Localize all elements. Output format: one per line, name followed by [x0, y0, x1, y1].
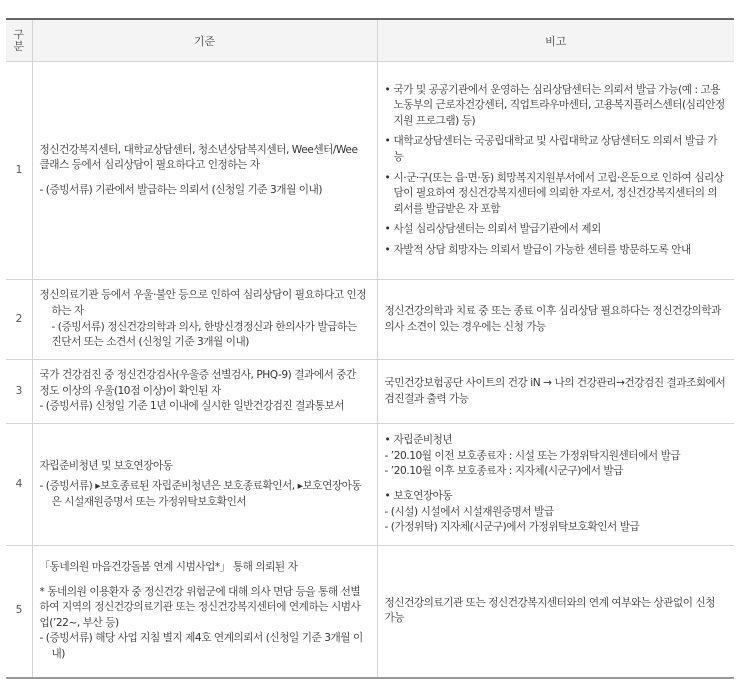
- row-number: 1: [6, 62, 32, 280]
- remarks-item: • 사설 심리상담센터는 의뢰서 발급기관에서 제외: [385, 222, 727, 238]
- evidence-text: - (증빙서류) 기관에서 발급하는 의뢰서 (신청일 기준 3개월 이내): [39, 183, 323, 196]
- remarks-text: 정신건강의학과 치료 중 또는 종료 이후 심리상담 필요하다는 정신건강의학과 의사 소견이 있는 경우에는 신청 가능: [384, 304, 721, 333]
- remarks-group-item: - ’20.10월 이전 보호종료자 : 시설 또는 가정위탁지원센터에서 발급: [384, 449, 681, 462]
- table-row: [6, 280, 734, 360]
- evidence-text: - (증빙서류) 해당 사업 지침 별지 제4호 연계의뢰서 (신청일 기준 3개월 이내): [39, 632, 363, 660]
- criteria-text: 국가 건강검진 중 정신건강검사(우울증 선별검사, PHQ-9) 결과에서 중간 정도 이상의 우울(10점 이상)이 확인된 자: [39, 369, 356, 397]
- criteria-text: 정신건강복지센터, 대학교상담센터, 청소년상담복지센터, Wee센터/Wee 클래스 등에서 심리상담이 필요하다고 인정하는 자: [39, 143, 358, 172]
- remarks-item: • 자발적 상담 희망자는 의뢰서 발급이 가능한 센터를 방문하도록 안내: [385, 243, 727, 259]
- criteria-text: 정신의료기관 등에서 우울·불안 등으로 인하여 심리상담이 필요하다고 인정하는 자: [39, 289, 367, 317]
- remarks-cell: [377, 280, 734, 360]
- remarks-cell: [377, 424, 734, 546]
- criteria-table-container: [6, 18, 734, 679]
- remarks-item: • 국가 및 공공기관에서 운영하는 심리상담센터는 의뢰서 발급 가능(예 : 고용노동부의 근로자건강센터, 직업트라우마센터, 고용복지플러스센터(심리안정지원 프로그램) 등): [385, 83, 727, 130]
- row-number: 2: [6, 280, 32, 360]
- remarks-cell: [377, 546, 734, 678]
- table-row: [6, 424, 734, 546]
- criteria-cell: [32, 62, 377, 280]
- criteria-cell: [32, 280, 377, 360]
- remarks-text: 정신건강의료기관 또는 정신건강복지센터와의 연계 여부와는 상관없이 신청 가능: [384, 596, 716, 625]
- criteria-table: [6, 18, 734, 679]
- remarks-group-title: • 보호연장아동: [385, 489, 727, 505]
- table-row: [6, 62, 734, 280]
- table-row: [6, 360, 734, 424]
- criteria-note: * 동네의원 이용환자 중 정신건강 위험군에 대해 의사 면담 등을 통해 선별하여 지역의 정신건강의료기관 또는 정신건강복지센터에 연계하는 시범사업(’22~, 부산 등): [39, 585, 361, 629]
- table-header-row: [6, 19, 734, 62]
- remarks-group-title: • 자립준비청년: [385, 433, 727, 449]
- table-row: [6, 546, 734, 678]
- criteria-text: 「동네의원 마음건강돌봄 연계 시범사업*」 통해 의뢰된 자: [39, 560, 298, 573]
- remarks-group-item: - ’20.10월 이후 보호종료자 : 지자체(시군구)에서 발급: [384, 465, 623, 478]
- remarks-group-item: - (가정위탁) 지자체(시군구)에서 가정위탁보호확인서 발급: [384, 521, 640, 534]
- row-number: 4: [6, 424, 32, 546]
- evidence-text: - (증빙서류) ▸보호종료된 자립준비청년은 보호종료확인서, ▸보호연장아동은 시설재원증명서 또는 가정위탁보호확인서: [39, 480, 362, 508]
- row-number: 5: [6, 546, 32, 678]
- criteria-cell: [32, 546, 377, 678]
- remarks-group-item: - (시설) 시설에서 시설재원증명서 발급: [384, 505, 554, 518]
- remarks-item: • 시·군·구(또는 읍·면·동) 희망복지지원부서에서 고립·은둔으로 인하여 심리상담이 필요하여 정신건강복지센터에 의뢰한 자로서, 정신건강복지센터의 의뢰서를 발급받은 자 포함: [385, 171, 727, 218]
- remarks-cell: [377, 62, 734, 280]
- remarks-list: [385, 83, 727, 259]
- header-remarks: 비고: [377, 19, 734, 62]
- criteria-cell: [32, 360, 377, 424]
- header-criteria: 기준: [32, 19, 377, 62]
- remarks-text: 국민건강보험공단 사이트의 건강 iN → 나의 건강관리→건강검진 결과조회에서 검진결과 출력 가능: [384, 376, 726, 405]
- evidence-text: - (증빙서류) 신청일 기준 1년 이내에 실시한 일반건강검진 결과통보서: [39, 400, 345, 413]
- remarks-item: • 대학교상담센터는 국공립대학교 및 사립대학교 상담센터도 의뢰서 발급 가능: [385, 134, 727, 165]
- criteria-cell: [32, 424, 377, 546]
- row-number: 3: [6, 360, 32, 424]
- remarks-cell: [377, 360, 734, 424]
- header-number-label: 구분: [13, 27, 25, 53]
- header-number: [6, 19, 32, 62]
- criteria-text: 자립준비청년 및 보호연장아동: [39, 459, 173, 472]
- evidence-text: - (증빙서류) 정신건강의학과 의사, 한방신경정신과 한의사가 발급하는 진단서 또는 소견서 (신청일 기준 3개월 이내): [51, 320, 357, 349]
